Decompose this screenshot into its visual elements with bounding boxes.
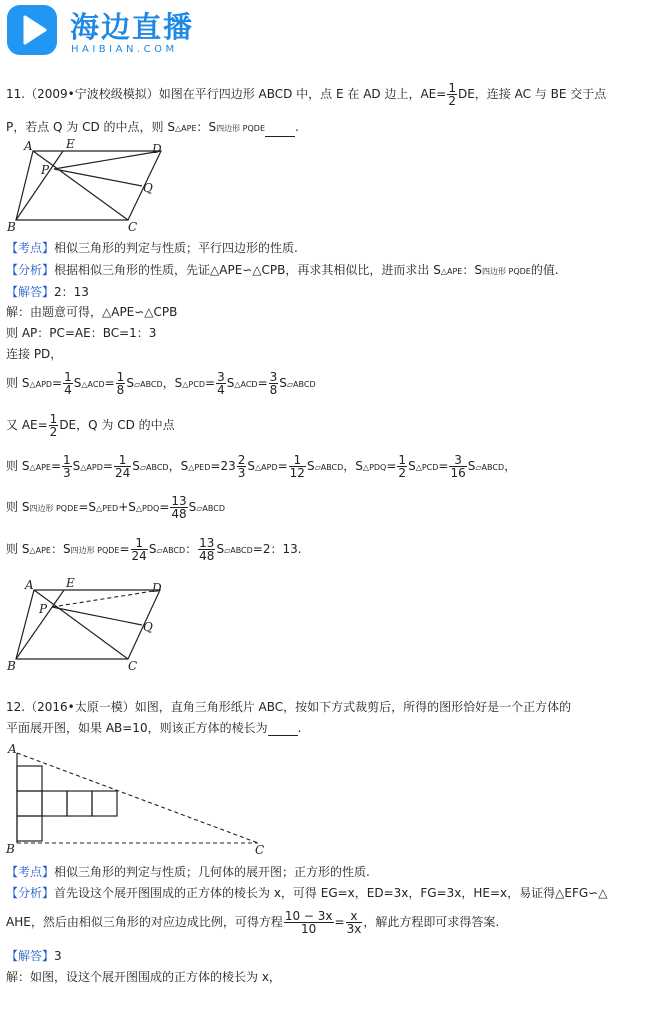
label-a: A — [8, 742, 17, 756]
brand-name-cn: 海边直播 — [70, 10, 195, 44]
label-q: Q — [143, 620, 153, 634]
play-logo-icon — [6, 4, 58, 56]
label-b: B — [7, 659, 16, 672]
frac-half: $\frac{1}{2}$ — [448, 81, 456, 108]
q12-stem-line1: 12.（2016•太原一模）如图，直角三角形纸片 ABC，按如下方式裁剪后，所得的图形恰好是一个正方体的 — [6, 700, 572, 714]
q12-fenxi-line2: AHE，然后由相似三角形的对应边成比例，可得方程 $\frac{10 - 3x}{10}$ = $\frac{x}{3x}$ ，解此方程即可求得答案. — [6, 909, 500, 936]
q11-solution-figure — [4, 574, 174, 672]
label-d: D — [152, 581, 162, 595]
label-q: Q — [143, 181, 153, 195]
label-p: P — [41, 163, 50, 177]
q12-stem-line2: 平面展开图，如果 AB=10，则该正方体的棱长为 . — [6, 721, 302, 735]
label-c: C — [128, 659, 138, 672]
q12-fenxi-line1: 【分析】首先设这个展开图围成的正方体的棱长为 x，可得 EG=x，ED=3x，FG=3x，HE=x，易证得△EFG∽△ — [6, 886, 608, 900]
q11-sol-line4: 则 S△APD= $\frac{1}{4}$ S△ACD= $\frac{1}{8}$ S▱ABCD，S△PCD= $\frac{3}{4}$ S△ACD= $\frac{3}{8}$ S▱ABCD — [6, 370, 316, 397]
label-c: C — [255, 843, 265, 857]
q11-fenxi: 【分析】根据相似三角形的性质，先证△APE∽△CPB，再求其相似比，进而求出 S△APE：S四边形 PQDE的值. — [6, 263, 559, 277]
q11-kaodian: 【考点】相似三角形的判定与性质；平行四边形的性质. — [6, 241, 298, 255]
q11-stem-line2: P，若点 Q 为 CD 的中点，则 S△APE：S四边形 PQDE . — [6, 119, 299, 137]
q12-sol-line1: 解：如图，设这个展开图围成的正方体的棱长为 x， — [6, 970, 281, 984]
label-p: P — [39, 602, 48, 616]
q11-sol-line5: 又 AE= $\frac{1}{2}$ DE，Q 为 CD 的中点 — [6, 412, 175, 439]
answer-blank — [268, 724, 298, 736]
q11-sol-line2: 则 AP：PC=AE：BC=1：3 — [6, 326, 157, 340]
q11-parallelogram-figure — [4, 138, 174, 234]
label-b: B — [7, 220, 16, 234]
label-b: B — [6, 842, 15, 856]
label-a: A — [24, 139, 33, 153]
q11-sol-line8: 则 S△APE：S四边形 PQDE= $\frac{1}{24}$ S▱ABCD： $\frac{13}{48}$ S▱ABCD=2：13. — [6, 536, 302, 563]
label-e: E — [66, 138, 75, 151]
q12-kaodian: 【考点】相似三角形的判定与性质；几何体的展开图；正方形的性质. — [6, 865, 370, 879]
answer-blank — [265, 125, 295, 137]
q11-sol-line6: 则 S△APE= $\frac{1}{3}$ S△APD= $\frac{1}{24}$ S▱ABCD，S△PED=23 $\frac{2}{3}$ S△APD= $\frac{1}{12}$ S▱ABCD，S△PDQ= $\frac{1}{2}$ S△PCD= $\frac{3}{16}$ S▱ABCD， — [6, 453, 517, 480]
q11-sol-line3: 连接 PD， — [6, 347, 63, 361]
brand-name-en: HAIBIAN.COM — [71, 44, 178, 55]
label-c: C — [128, 220, 138, 234]
q11-sol-line1: 解：由题意可得，△APE∽△CPB — [6, 305, 178, 319]
q12-jieda: 【解答】3 — [6, 949, 62, 963]
q11-jieda: 【解答】2：13 — [6, 285, 89, 299]
brand-logo — [6, 4, 226, 58]
label-d: D — [152, 142, 162, 156]
q12-triangle-net-figure — [4, 740, 274, 858]
q11-stem-line1: 11.（2009•宁波校级模拟）如图在平行四边形 ABCD 中，点 E 在 AD 边上，AE= $\frac{1}{2}$ DE，连接 AC 与 BE 交于点 — [6, 81, 607, 108]
label-a: A — [25, 578, 34, 592]
label-e: E — [66, 576, 75, 590]
q11-sol-line7: 则 S四边形 PQDE=S△PED+S△PDQ= $\frac{13}{48}$ S▱ABCD — [6, 494, 225, 521]
